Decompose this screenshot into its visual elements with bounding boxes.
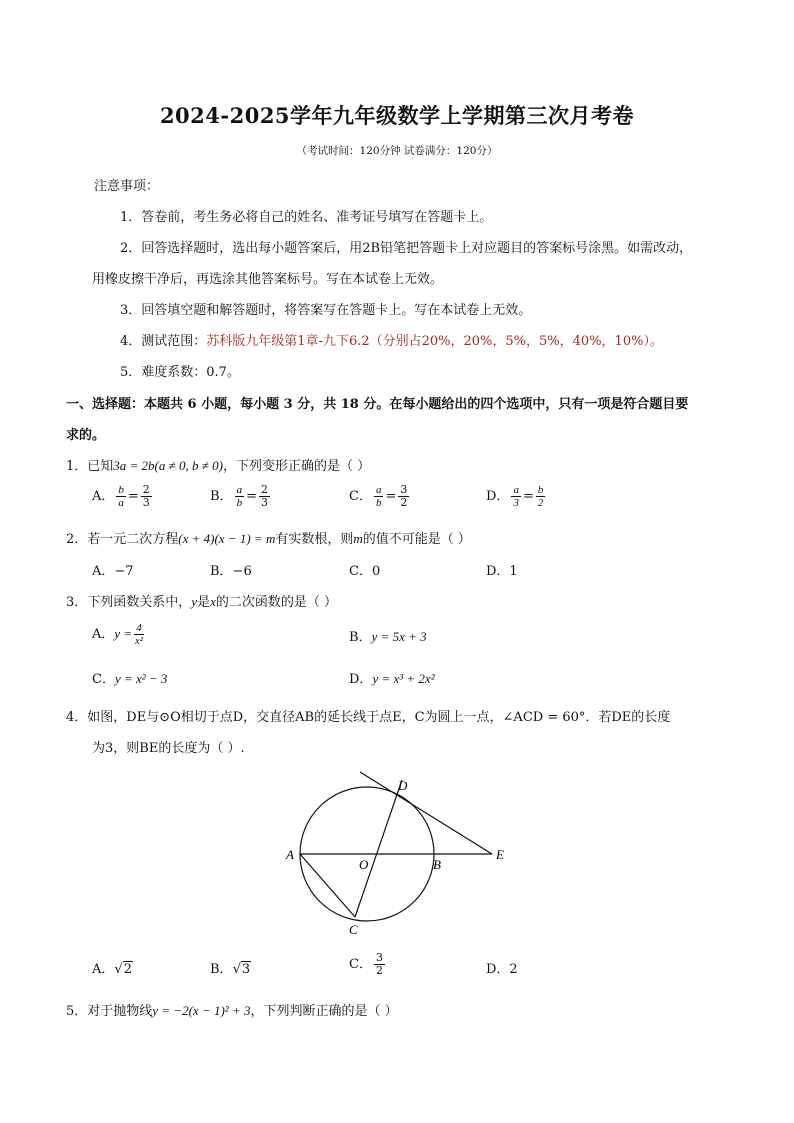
q1-option-a: A． $\frac{b}{a}$ = $\frac{2}{3}$: [92, 483, 150, 509]
q4-option-d: D．2: [486, 962, 518, 977]
note-4-prefix: 4．测试范围：: [120, 334, 207, 349]
label-b: B: [433, 857, 441, 872]
chord-cd: [355, 780, 402, 917]
q3-option-a: A．y = $\frac{4}{\text{x²}}$: [92, 622, 144, 647]
label-c: C: [349, 922, 358, 937]
q4-option-b: B．√3: [210, 962, 251, 977]
question-4-cont: 为3，则BE的长度为（ ）.: [92, 741, 245, 756]
question-5: 5．对于抛物线y = −2(x − 1)² + 3，下列判断正确的是（ ）: [66, 1003, 398, 1019]
exam-subtitle: （考试时间：120分钟 试卷满分：120分）: [296, 145, 498, 157]
question-4: 4．如图，DE与⊙O相切于点D，交直径AB的延长线于点E，C为圆上一点，∠ACD = 60°．若DE的长度: [66, 710, 671, 725]
note-3: 3．回答填空题和解答题时，将答案写在答题卡上。写在本试卷上无效。: [120, 303, 532, 318]
label-a: A: [286, 847, 294, 862]
note-5: 5．难度系数：0.7。: [120, 365, 240, 380]
q3-option-b: B．y = 5x + 3: [349, 629, 427, 645]
q1-option-c: C． $\frac{a}{b}$ = $\frac{3}{2}$: [349, 483, 408, 509]
label-o: O: [359, 857, 369, 872]
q2-option-d: D．1: [486, 564, 518, 579]
q3-option-d: D．y = x³ + 2x²: [349, 671, 435, 687]
q2-option-b: B．−6: [210, 564, 252, 579]
label-e: E: [496, 847, 504, 862]
tangent-de: [360, 772, 492, 854]
exam-title: 2024-2025学年九年级数学上学期第三次月考卷: [159, 103, 635, 128]
q2-option-a: A．−7: [92, 564, 134, 579]
note-4: [120, 330, 663, 349]
label-d: D: [398, 778, 408, 793]
q3-option-c: C．y = x² − 3: [92, 671, 168, 687]
section-heading-cont: 求的。: [66, 428, 106, 443]
section-heading: 一、选择题：本题共 6 小题，每小题 3 分，共 18 分。在每小题给出的四个选项中，只有一项是符合题目要: [66, 397, 689, 412]
question-1: [66, 455, 370, 474]
q5-expression: y = −2(x − 1)² + 3: [152, 1003, 251, 1018]
q1-condition: 3a = 2b(a ≠ 0, b ≠ 0): [113, 458, 223, 473]
q1-option-b: B． $\frac{a}{b}$ = $\frac{2}{3}$: [210, 483, 268, 509]
notes-heading: 注意事项：: [94, 179, 160, 194]
q2-option-c: C．0: [349, 564, 381, 579]
note-4-range: 苏科版九年级第1章-九下6.2（分别占20%，20%，5%，5%，40%，10%）。: [206, 334, 663, 349]
q1-prefix: 1．已知: [66, 459, 114, 474]
q4-option-a: A．√2: [92, 962, 132, 977]
q1-option-d: D． $\frac{a}{3}$ = $\frac{b}{2}$: [486, 484, 544, 509]
question-3: 3．下列函数关系中，y是x的二次函数的是（ ）: [66, 594, 337, 610]
q1-suffix: ，下列变形正确的是（ ）: [222, 459, 371, 474]
q2-equation: (x + 4)(x − 1) = m: [178, 531, 276, 546]
q4-option-c: C． $\frac{3}{2}$: [349, 951, 383, 977]
note-2-cont: 用橡皮擦干净后，再选涂其他答案标号。写在本试卷上无效。: [92, 272, 444, 287]
q4-figure: [270, 765, 520, 940]
note-1: 1．答卷前，考生务必将自己的姓名、准考证号填写在答题卡上。: [120, 210, 493, 225]
note-2: 2．回答选择题时，选出每小题答案后，用2B铅笔把答题卡上对应题目的答案标号涂黑。如需改动，: [120, 241, 693, 256]
question-2: 2．若一元二次方程(x + 4)(x − 1) = m有实数根，则m的值不可能是（ ）: [66, 531, 471, 547]
